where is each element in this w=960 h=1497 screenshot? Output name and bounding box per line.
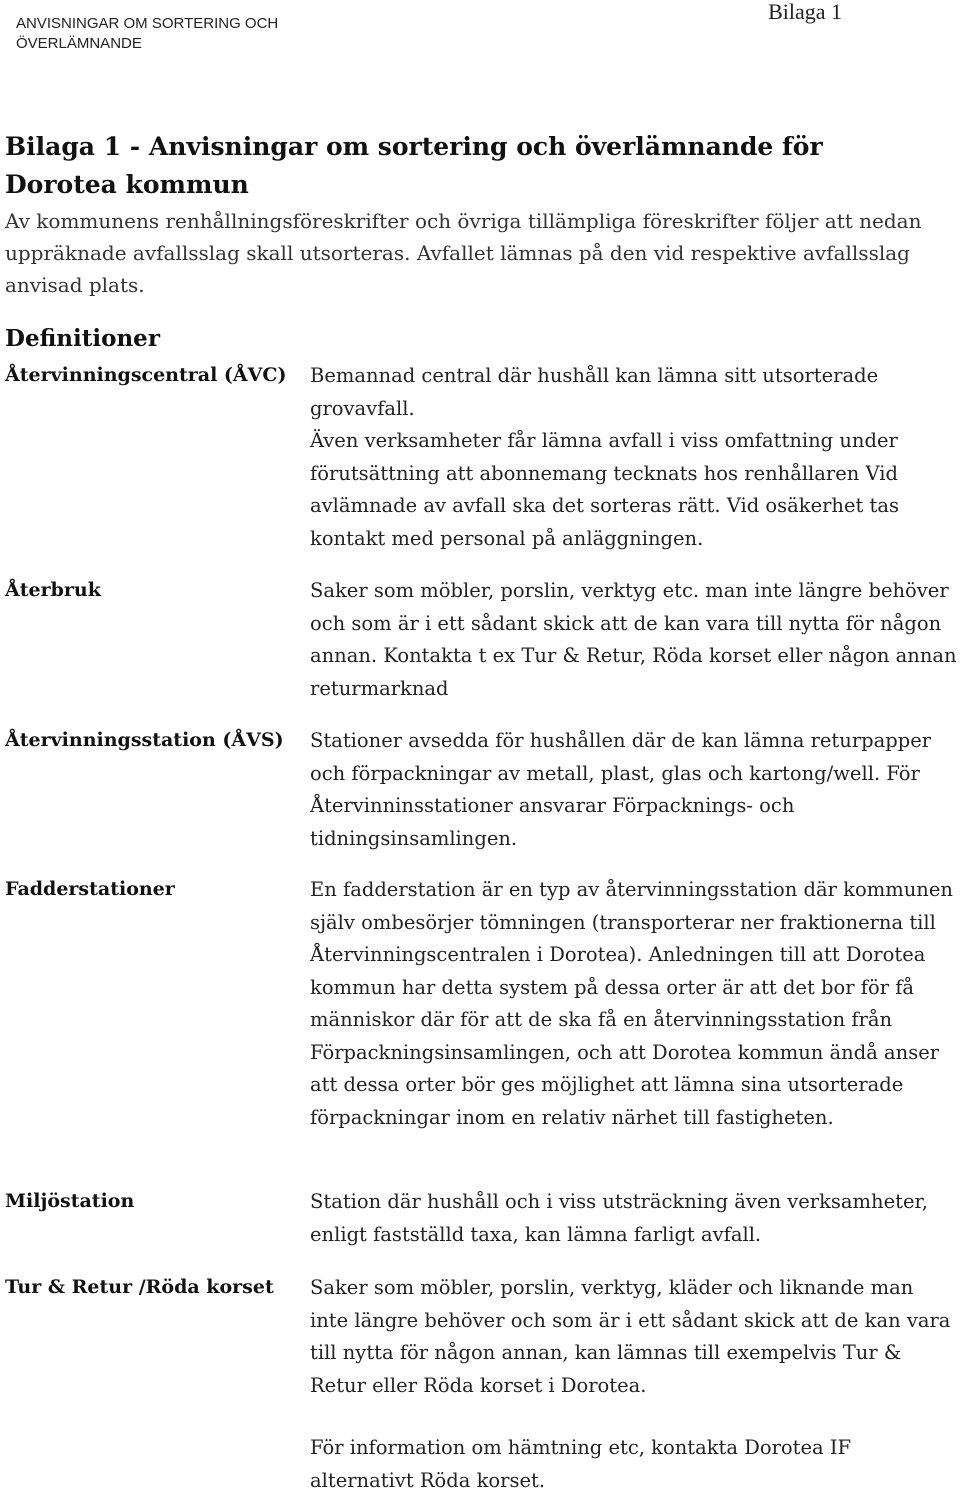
definition-text-tur-retur <box>310 1272 955 1402</box>
intro-paragraph: Av kommunens renhållningsföreskrifter och övriga tillämpliga föreskrifter följer att nedan uppräknade avfallsslag skall utsorteras. Avfallet lämnas på den vid respektive avfallsslag anvisad plats. <box>5 209 922 297</box>
appendix-label: Bilaga 1 <box>768 0 842 24</box>
definition-paragraph: Bemannad central där hushåll kan lämna sitt utsorterade grovavfall. <box>310 364 879 420</box>
document-title: Bilaga 1 - Anvisningar om sortering och överlämnande för Dorotea kommun <box>5 132 823 199</box>
contact-note: För information om hämtning etc, kontakta Dorotea IF alternativt Röda korset. <box>310 1436 852 1492</box>
definition-text-aterbruk <box>310 575 960 705</box>
definition-text-avc <box>310 360 910 555</box>
definition-term-avs: Återvinningsstation (ÅVS) <box>5 729 284 751</box>
definitions-heading: Definitioner <box>5 325 160 352</box>
definition-text-avs <box>310 725 935 855</box>
definition-paragraph: Saker som möbler, porslin, verktyg etc. man inte längre behöver och som är i ett sådant skick att de kan vara till nytta för någon annan. Kontakta t ex Tur & Retur, Röda korset eller någon annan returmarknad <box>310 579 957 700</box>
definition-term-miljostation: Miljöstation <box>5 1190 135 1212</box>
definition-term-aterbruk: Återbruk <box>5 579 101 601</box>
definition-paragraph: Även verksamheter får lämna avfall i viss omfattning under förutsättning att abonnemang tecknats hos renhållaren Vid avlämnade av avfall ska det sorteras rätt. Vid osäkerhet tas kontakt med personal på anläggningen. <box>310 429 900 550</box>
running-header-line-2: ÖVERLÄMNANDE <box>16 35 142 52</box>
definition-term-tur-retur: Tur & Retur /Röda korset <box>5 1276 274 1298</box>
definition-paragraph: Stationer avsedda för hushållen där de kan lämna returpapper och förpackningar av metall, plast, glas och kartong/well. För Återvinninsstationer ansvarar Förpacknings- och tidningsinsamlingen. <box>310 729 932 850</box>
definition-paragraph: Saker som möbler, porslin, verktyg, kläder och liknande man inte längre behöver och som är i ett sådant skick att de kan vara till nytta för någon annan, kan lämnas till exempelvis Tur & Retur eller Röda korset i Dorotea. <box>310 1276 951 1397</box>
definition-text-miljostation <box>310 1186 940 1251</box>
definition-term-fadderstationer: Fadderstationer <box>5 878 175 900</box>
definition-paragraph: En fadderstation är en typ av återvinningsstation där kommunen själv ombesörjer tömningen (transporterar ner fraktionerna till Återvinningscentralen i Dorotea). Anledningen till att Dorotea kommun har detta system på dessa orter är att det bor för få människor där för att de ska få en återvinningsstation från Förpackningsinsamlingen, och att Dorotea kommun ändå anser att dessa orter bör ges möjlighet att lämna sina utsorterade förpackningar inom en relativ närhet till fastigheten. <box>310 878 953 1129</box>
running-header-line-1: ANVISNINGAR OM SORTERING OCH <box>16 15 279 32</box>
running-header <box>16 14 278 54</box>
definition-paragraph: Station där hushåll och i viss utsträckning även verksamheter, enligt fastställd taxa, kan lämna farligt avfall. <box>310 1190 928 1246</box>
definition-term-avc: Återvinningscentral (ÅVC) <box>5 364 287 386</box>
definition-text-fadderstationer <box>310 874 960 1134</box>
